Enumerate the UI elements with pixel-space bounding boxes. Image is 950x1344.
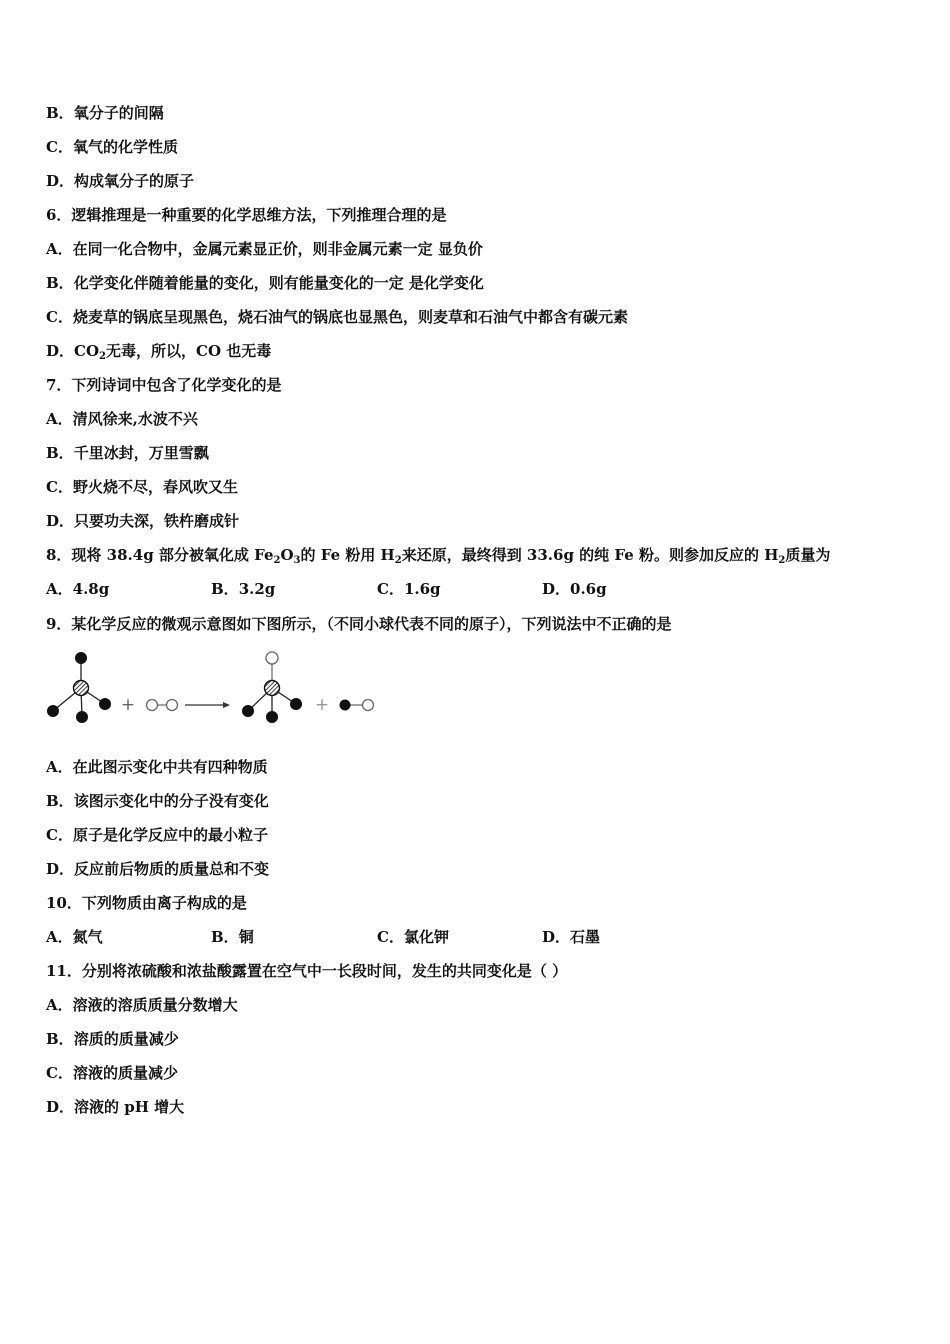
q6-option-c: C．烧麦草的锅底呈现黑色，烧石油气的锅底也显黑色，则麦草和石油气中都含有碳元素 — [46, 308, 628, 326]
q10-stem: 10．下列物质由离子构成的是 — [46, 894, 247, 912]
q10-option-a: A．氮气 — [46, 928, 103, 946]
q11-option-c: C．溶液的质量减少 — [46, 1064, 178, 1082]
plus-sign: + — [120, 695, 136, 715]
q7-option-d: D．只要功夫深，铁杵磨成针 — [46, 512, 240, 530]
q8-option-d: D．0.6g — [542, 580, 607, 598]
light-atom — [363, 700, 374, 711]
dark-atom — [290, 698, 302, 710]
q7-stem: 7．下列诗词中包含了化学变化的是 — [46, 376, 282, 394]
q9-option-b: B．该图示变化中的分子没有变化 — [46, 792, 269, 810]
q5-option-b: B．氧分子的间隔 — [46, 104, 164, 122]
dark-atom — [76, 711, 88, 723]
reaction-arrow-icon — [185, 702, 230, 708]
dark-atom — [340, 700, 351, 711]
q10-option-b: B．铜 — [211, 928, 254, 946]
q7-option-b: B．千里冰封，万里雪飘 — [46, 444, 209, 462]
light-atom — [167, 700, 178, 711]
q8-option-a: A．4.8g — [46, 580, 110, 598]
dark-atom — [99, 698, 111, 710]
q10-option-c: C．氯化钾 — [377, 928, 449, 946]
reactant-molecule-2 — [147, 700, 178, 711]
q11-option-d: D．溶液的 pH 增大 — [46, 1098, 185, 1116]
q11-stem: 11．分别将浓硫酸和浓盐酸露置在空气中一长段时间，发生的共同变化是（ ） — [46, 962, 568, 980]
q10-option-d: D．石墨 — [542, 928, 601, 946]
reactant-molecule-1 — [47, 652, 111, 723]
q5-option-d: D．构成氧分子的原子 — [46, 172, 195, 190]
dark-atom — [242, 705, 254, 717]
light-atom — [266, 652, 278, 664]
q6-option-b: B．化学变化伴随着能量的变化，则有能量变化的一定 是化学变化 — [46, 274, 484, 292]
q5-option-c: C．氧气的化学性质 — [46, 138, 178, 156]
dark-atom — [266, 711, 278, 723]
q11-option-a: A．溶液的溶质质量分数增大 — [46, 996, 238, 1014]
q9-stem: 9．某化学反应的微观示意图如下图所示，（不同小球代表不同的原子），下列说法中不正确的是 — [46, 615, 672, 633]
q9-option-d: D．反应前后物质的质量总和不变 — [46, 860, 270, 878]
q7-option-a: A．清风徐来,水波不兴 — [46, 410, 198, 428]
q8-option-c: C．1.6g — [377, 580, 441, 598]
product-molecule-1 — [242, 652, 302, 723]
q7-option-c: C．野火烧不尽，春风吹又生 — [46, 478, 238, 496]
q6-stem: 6．逻辑推理是一种重要的化学思维方法，下列推理合理的是 — [46, 206, 447, 224]
q9-option-a: A．在此图示变化中共有四种物质 — [46, 758, 268, 776]
dark-atom — [47, 705, 59, 717]
q8-stem: 8．现将 38.4g 部分被氧化成 $Fe_2O_3$的 Fe 粉用 $H_2$来还原，最终得到 33.6g 的纯 Fe 粉。则参加反应的 $H_2$质量为 — [46, 546, 831, 566]
q9-option-c: C．原子是化学反应中的最小粒子 — [46, 826, 268, 844]
q8-option-b: B．3.2g — [211, 580, 276, 598]
q6-option-d: D．$CO_2$无毒，所以，CO 也无毒 — [46, 342, 272, 362]
plus-sign: + — [314, 695, 330, 715]
product-molecule-2 — [340, 700, 374, 711]
dark-atom — [75, 652, 87, 664]
q11-option-b: B．溶质的质量减少 — [46, 1030, 179, 1048]
hatched-atom — [74, 681, 89, 696]
reaction-diagram — [40, 648, 390, 728]
q6-option-a: A．在同一化合物中，金属元素显正价，则非金属元素一定 显负价 — [46, 240, 483, 258]
hatched-atom — [265, 681, 280, 696]
light-atom — [147, 700, 158, 711]
